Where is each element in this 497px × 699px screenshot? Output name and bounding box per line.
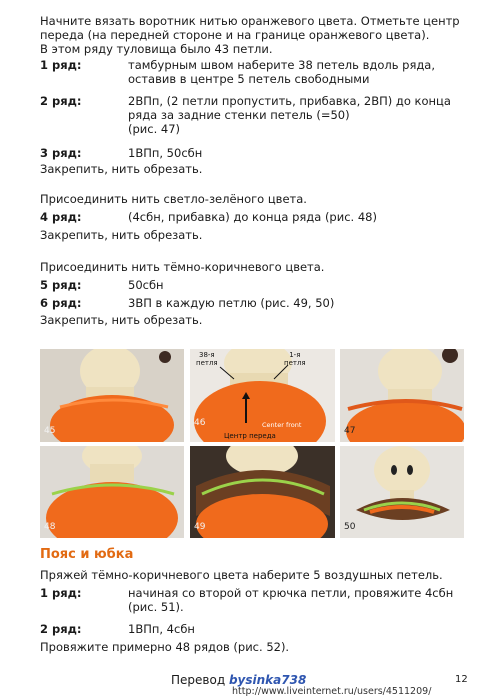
row-text: (4сбн, прибавка) до конца ряда (рис. 48) [128, 210, 377, 224]
annotation-loop-38: 38-я петля [196, 351, 218, 367]
photo-48 [40, 446, 184, 538]
row-text: 1ВПп, 4сбн [128, 622, 195, 636]
row-text: ряда за задние стенки петель (=50) [128, 108, 350, 122]
intro-line-1: Начните вязать воротник нитью оранжевого цвета. Отметьте центр [40, 14, 460, 28]
row-label: 1 ряд: [40, 586, 82, 600]
row-label: 6 ряд: [40, 296, 82, 310]
row-label: 4 ряд: [40, 210, 82, 224]
page-footer [0, 671, 497, 699]
photo-grid [40, 349, 464, 538]
figure-number: 48 [44, 522, 56, 532]
figure-number: 45 [44, 426, 56, 436]
doll-finished-collar-image [340, 446, 464, 538]
page-number: 12 [455, 674, 468, 685]
figure-number: 46 [194, 418, 206, 428]
annotation-loop-1: 1-я петля [284, 351, 306, 367]
photo-46 [190, 349, 335, 442]
intro-line-3: В этом ряду туловища было 43 петли. [40, 42, 273, 56]
row-label: 5 ряд: [40, 278, 82, 292]
figure-number: 49 [194, 522, 206, 532]
photo-50 [340, 446, 464, 538]
section-title: Пояс и юбка [40, 547, 134, 562]
fasten-note: Закрепить, нить обрезать. [40, 228, 203, 242]
row-text: (рис. 47) [128, 122, 181, 136]
doll-collar-row2-image [340, 349, 464, 442]
fasten-note: Закрепить, нить обрезать. [40, 313, 203, 327]
doll-collar-image [40, 349, 184, 442]
row-text: 50сбн [128, 278, 164, 292]
row-label: 1 ряд: [40, 58, 82, 72]
fasten-note: Закрепить, нить обрезать. [40, 162, 203, 176]
doll-green-row-image [40, 446, 184, 538]
join-dark-brown: Присоединить нить тёмно-коричневого цвета. [40, 260, 325, 274]
annotation-center-front-en: Center front [262, 421, 302, 429]
row-label: 2 ряд: [40, 94, 82, 108]
row-text: 3ВП в каждую петлю (рис. 49, 50) [128, 296, 335, 310]
intro-line-2: переда (на передней стороне и на границе оранжевого цвета). [40, 28, 430, 42]
photo-47 [340, 349, 464, 442]
row-text: начиная со второй от крючка петли, провяжите 4сбн [128, 586, 454, 600]
row-text: 1ВПп, 50сбн [128, 146, 203, 160]
annotation-center-front-ru: Центр переда [224, 432, 276, 440]
belt-intro: Пряжей тёмно-коричневого цвета наберите 5 воздушных петель. [40, 568, 443, 582]
belt-outro: Провяжите примерно 48 рядов (рис. 52). [40, 640, 290, 654]
photo-45 [40, 349, 184, 442]
photo-49 [190, 446, 335, 538]
row-text: оставив в центре 5 петель свободными [128, 72, 370, 86]
join-light-green: Присоединить нить светло-зелёного цвета. [40, 192, 307, 206]
row-label: 2 ряд: [40, 622, 82, 636]
row-text: тамбурным швом наберите 38 петель вдоль ряда, [128, 58, 436, 72]
source-url: http://www.liveinternet.ru/users/4511209/ [232, 686, 432, 697]
figure-number: 47 [344, 426, 356, 436]
credit-prefix: Перевод [171, 673, 226, 687]
figure-number: 50 [344, 522, 356, 532]
row-text: 2ВПп, (2 петли пропустить, прибавка, 2ВП) до конца [128, 94, 451, 108]
translator-name: bysinka738 [228, 673, 307, 687]
doll-brown-ruffle-image [190, 446, 335, 538]
row-label: 3 ряд: [40, 146, 82, 160]
row-text: (рис. 51). [128, 600, 184, 614]
